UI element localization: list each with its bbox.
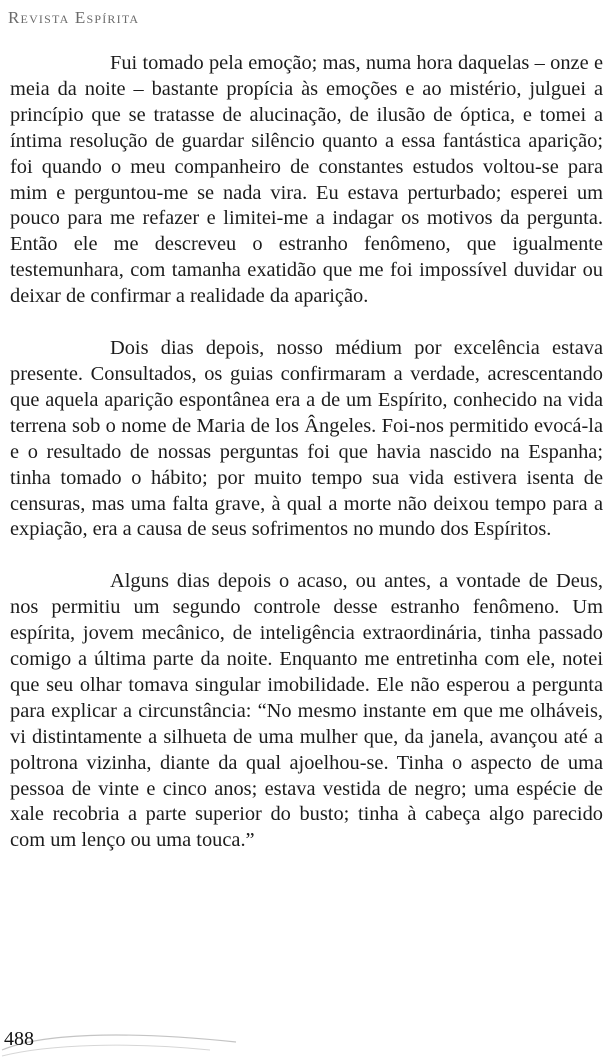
paragraph: Fui tomado pela emoção; mas, numa hora daquelas – onze e meia da noite – bastante propícia às emoções e ao mistério, julguei a princípio que se tratasse de alucinação, de ilusão de óptica, e tomei a íntima resolução de guardar silêncio quanto a essa fantástica aparição; foi quando o meu companheiro de constantes estudos voltou-se para mim e perguntou-me se nada vira. Eu estava perturbado; esperei um pouco para me refazer e limitei-me a indagar os motivos da pergunta. Então ele me descreveu o estranho fenômeno, que igualmente testemunhara, com tamanha exatidão que me foi impossível duvidar ou deixar de confirmar a realidade da aparição. xyxy=(10,52,603,308)
paragraph: Alguns dias depois o acaso, ou antes, a vontade de Deus, nos permitiu um segundo controle desse estranho fenômeno. Um espírita, jovem mecânico, de inteligência extraordinária, tinha passado comigo a última parte da noite. Enquanto me entretinha com ele, notei que seu olhar tomava singular imobilidade. Ele não esperou a pergunta para explicar a circunstância: “No mesmo instante em que me olháveis, vi distintamente a silhueta de uma mulher que, da janela, avançou até a poltrona vizinha, diante da qual ajoelhou-se. Tinha o aspecto de uma pessoa de vinte e cinco anos; estava vestida de negro; uma espécie de xale recobria a parte superior do busto; tinha à cabeça algo parecido com um lenço ou uma touca.” xyxy=(10,570,603,852)
body-text xyxy=(10,51,603,854)
footer-swoosh-ornament xyxy=(0,1020,240,1064)
paragraph: Dois dias depois, nosso médium por excelência estava presente. Consultados, os guias confirmaram a verdade, acrescentando que aquela aparição espontânea era a de um Espírito, conhecido na vida terrena sob o nome de Maria de los Ângeles. Foi-nos permitido evocá-la e o resultado de nossas perguntas foi que havia nascido na Espanha; tinha tomado o hábito; por muito tempo sua vida estivera isenta de censuras, mas uma falta grave, à qual a morte não deixou tempo para a expiação, era a causa de seus sofrimentos no mundo dos Espíritos. xyxy=(10,337,603,541)
page-number: 488 xyxy=(4,1028,34,1050)
running-header: Revista Espírita xyxy=(8,8,140,27)
